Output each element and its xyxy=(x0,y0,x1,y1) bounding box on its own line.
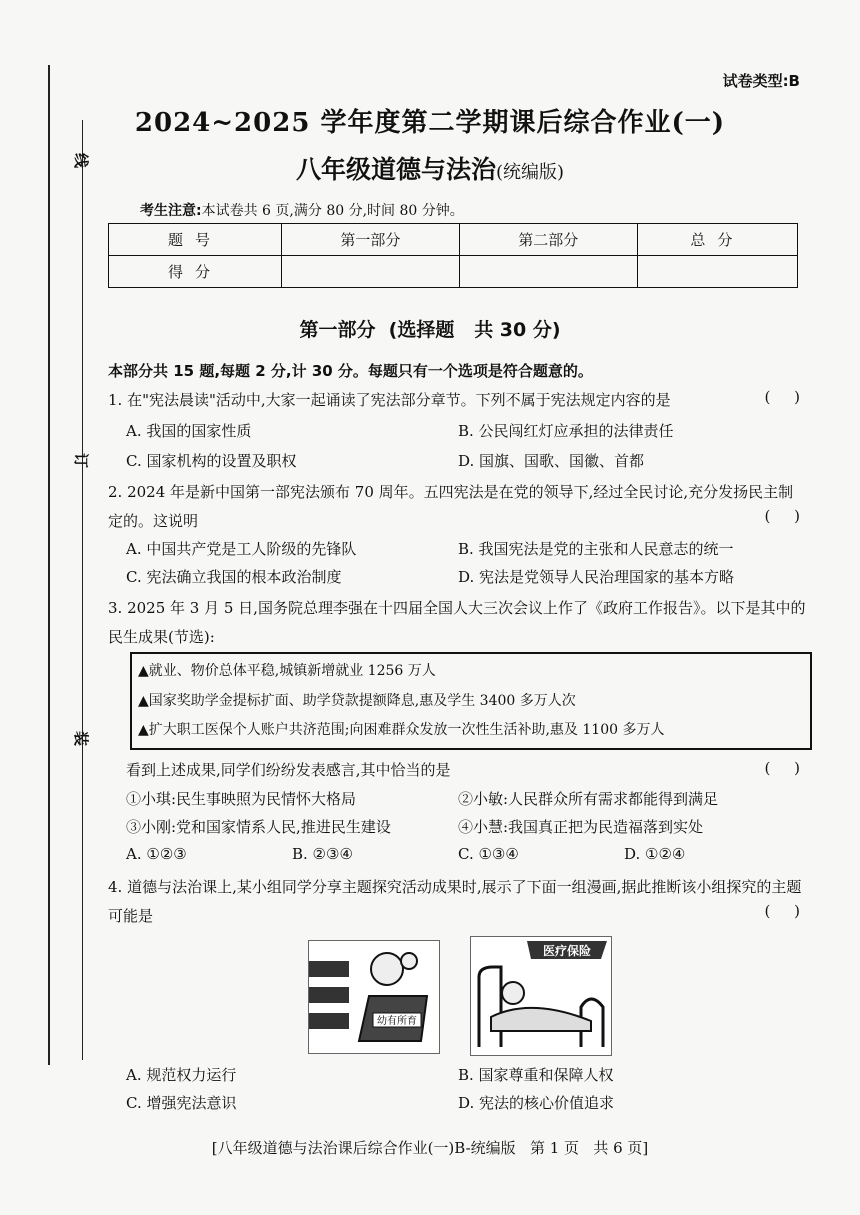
notice-text: 本试卷共 6 页,满分 80 分,时间 80 分钟。 xyxy=(201,203,464,219)
table-cell: 第一部分 xyxy=(282,224,460,256)
binding-label-xian: 线 xyxy=(72,152,91,169)
option: A. ①②③ xyxy=(126,845,187,863)
section-intro: 本部分共 15 题,每题 2 分,计 30 分。每题只有一个选项是符合题意的。 xyxy=(108,362,593,380)
box-line: ▲国家奖助学金提标扩面、助学贷款提额降息,惠及学生 3400 多万人次 xyxy=(138,693,576,709)
answer-paren[interactable]: ( ) xyxy=(764,507,800,525)
exam-notice xyxy=(140,200,464,220)
statement: ②小敏:人民群众所有需求都能得到满足 xyxy=(458,790,719,808)
statement: ③小刚:党和国家情系人民,推进民生建设 xyxy=(126,818,391,836)
answer-paren[interactable]: ( ) xyxy=(764,759,800,777)
question-stem: 2. 2024 年是新中国第一部宪法颁布 70 周年。五四宪法是在党的领导下,经过全民讨论,充分发扬民主制定的。这说明 xyxy=(108,483,794,530)
option: C. 增强宪法意识 xyxy=(126,1094,237,1112)
option: B. 国家尊重和保障人权 xyxy=(458,1066,614,1084)
section-heading: 第一部分 (选择题 共 30 分) xyxy=(299,319,561,341)
box-line: ▲就业、物价总体平稳,城镇新增就业 1256 万人 xyxy=(138,663,436,679)
notice-label: 考生注意: xyxy=(140,203,202,219)
answer-paren[interactable]: ( ) xyxy=(764,388,800,406)
table-cell: 第二部分 xyxy=(459,224,637,256)
question-stem: 4. 道德与法治课上,某小组同学分享主题探究活动成果时,展示了下面一组漫画,据此推断该小组探究的主题可能是 xyxy=(108,878,802,925)
question-follow: 看到上述成果,同学们纷纷发表感言,其中恰当的是 xyxy=(126,761,451,779)
statement: ④小慧:我国真正把为民造福落到实处 xyxy=(458,818,704,836)
binding-label-ding: 订 xyxy=(72,452,91,469)
comic-right-image xyxy=(470,936,612,1056)
question-stem: 1. 在"宪法晨读"活动中,大家一起诵读了宪法部分章节。下列不属于宪法规定内容的是 xyxy=(108,391,671,409)
option: B. 公民闯红灯应承担的法律责任 xyxy=(458,422,674,440)
option: D. 国旗、国歌、国徽、首都 xyxy=(458,452,645,470)
page-subtitle xyxy=(0,150,860,186)
option: D. 宪法是党领导人民治理国家的基本方略 xyxy=(458,568,735,586)
comic-right-text: 医疗保险 xyxy=(542,944,592,958)
question-stem: 3. 2025 年 3 月 5 日,国务院总理李强在十四届全国人大三次会议上作了《政府工作报告》。以下是其中的民生成果(节选): xyxy=(108,599,806,646)
binding-line xyxy=(82,120,83,1060)
binding-label-zhuang: 装 xyxy=(72,730,91,747)
table-cell: 题号 xyxy=(109,224,282,256)
score-input-cell[interactable] xyxy=(459,256,637,288)
option: D. ①②④ xyxy=(624,845,686,863)
answer-paren[interactable]: ( ) xyxy=(764,902,800,920)
box-line: ▲扩大职工医保个人账户共济范围;向困难群众发放一次性生活补助,惠及 1100 多万人 xyxy=(138,722,665,738)
subject-title: 八年级道德与法治 xyxy=(295,155,496,184)
comic-left-text: 幼有所育 xyxy=(377,1016,417,1027)
table-row xyxy=(109,256,798,288)
page-title: 2024~2025 学年度第二学期课后综合作业(一) xyxy=(134,108,726,138)
score-input-cell[interactable] xyxy=(282,256,460,288)
option: B. 我国宪法是党的主张和人民意志的统一 xyxy=(458,540,734,558)
option: A. 规范权力运行 xyxy=(126,1066,237,1084)
option: D. 宪法的核心价值追求 xyxy=(458,1094,615,1112)
option: A. 我国的国家性质 xyxy=(126,422,252,440)
option: C. 国家机构的设置及职权 xyxy=(126,452,297,470)
option: B. ②③④ xyxy=(292,845,353,863)
comic-left-image xyxy=(308,940,440,1054)
table-cell: 总分 xyxy=(637,224,797,256)
option: C. ①③④ xyxy=(458,845,519,863)
score-input-cell[interactable] xyxy=(637,256,797,288)
livelihood-results-box xyxy=(130,652,812,750)
statement: ①小琪:民生事映照为民情怀大格局 xyxy=(126,790,357,808)
page-footer: [八年级道德与法治课后综合作业(一)B-统编版 第 1 页 共 6 页] xyxy=(211,1139,649,1157)
binding-line xyxy=(48,65,50,1065)
table-cell: 得分 xyxy=(109,256,282,288)
paper-type: 试卷类型:B xyxy=(722,72,800,90)
option: A. 中国共产党是工人阶级的先锋队 xyxy=(126,540,357,558)
edition-label: (统编版) xyxy=(495,162,565,183)
score-table xyxy=(108,223,798,288)
option: C. 宪法确立我国的根本政治制度 xyxy=(126,568,342,586)
table-row xyxy=(109,224,798,256)
